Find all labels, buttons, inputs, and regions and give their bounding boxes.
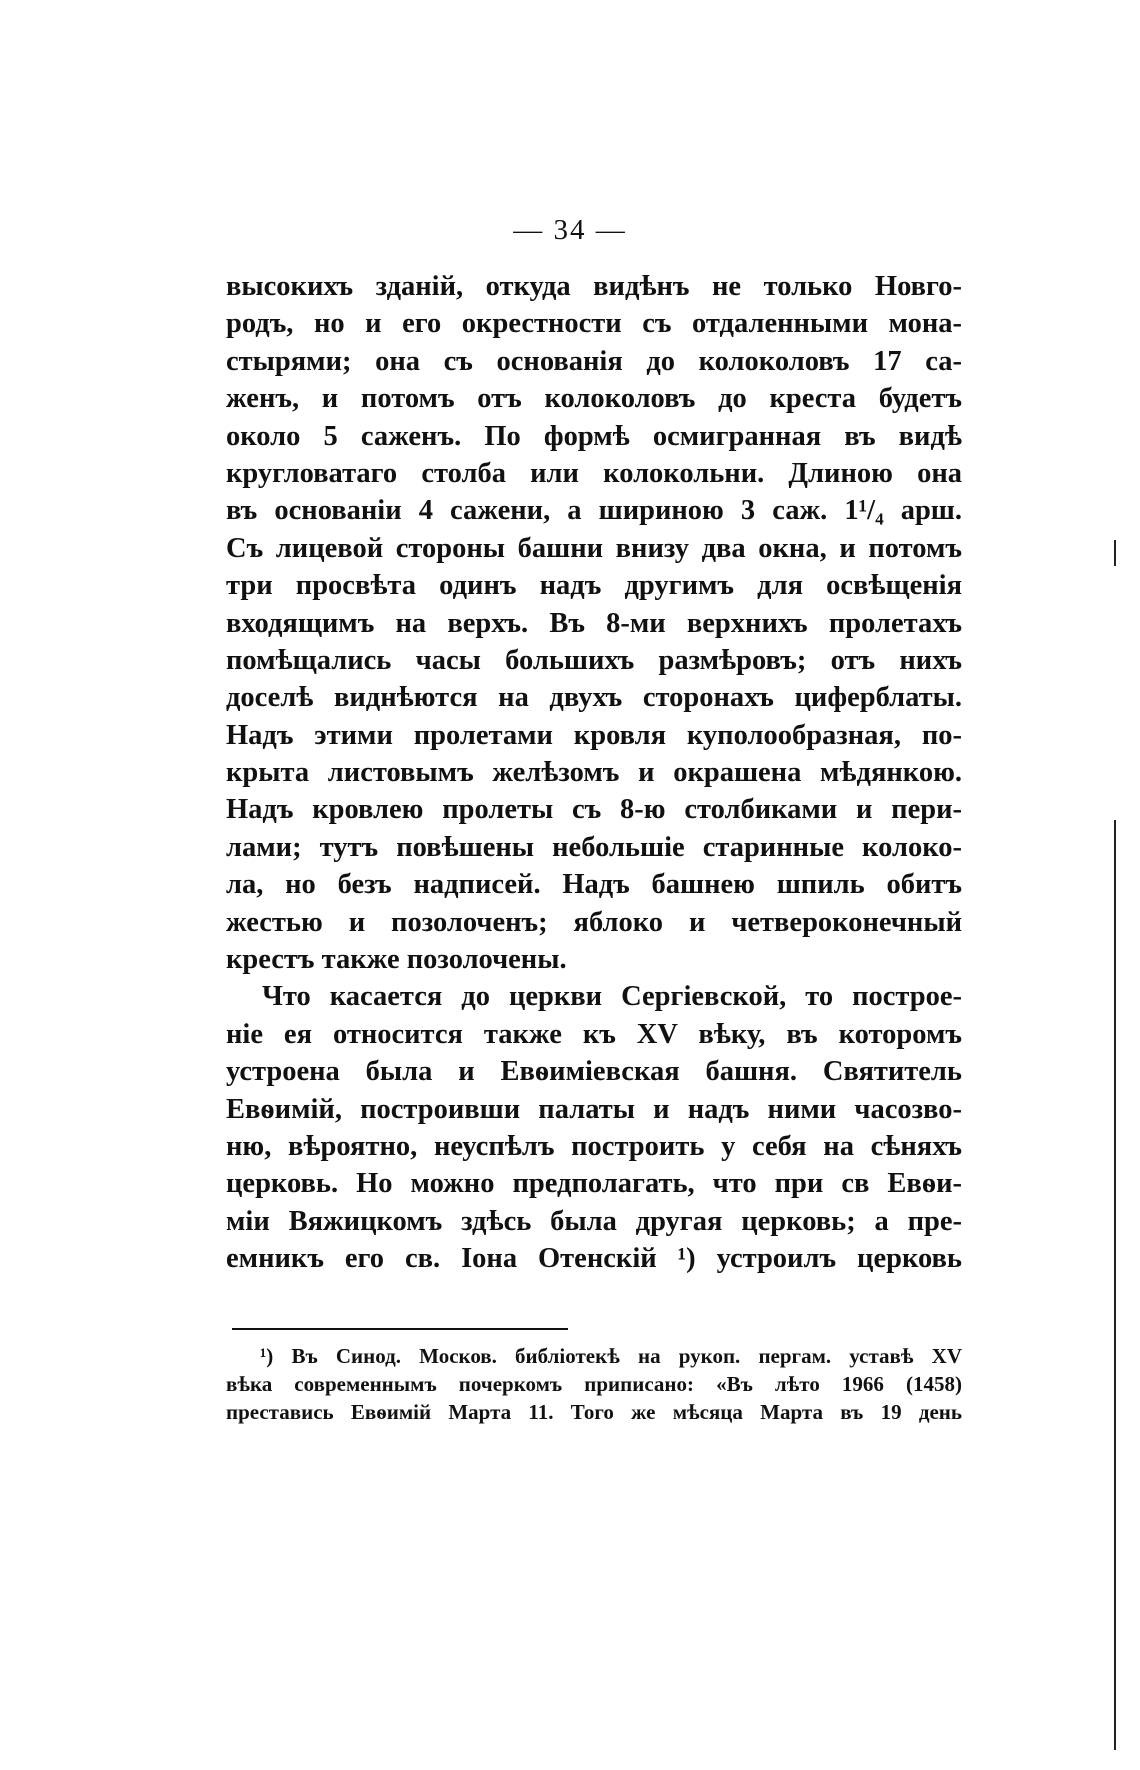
text-line: женъ, и потомъ отъ колоколовъ до креста будетъ [226,383,962,415]
text-line: родъ, но и его окрестности съ отдаленными мона- [226,308,962,340]
paragraph-end-line: крестъ также позолочены. [226,944,567,976]
text-line: ню, вѣроятно, неуспѣлъ построить у себя на сѣняхъ [226,1130,962,1162]
text-line: ла, но безъ надписей. Надъ башнею шпиль обитъ [226,869,962,901]
text-line: стырями; она съ основанія до колоколовъ 17 са- [226,345,962,377]
text-line: около 5 саженъ. По формѣ осмигранная въ видѣ [226,420,962,452]
text-line: Евѳимій, построивши палаты и надъ ними часозво- [226,1093,962,1125]
paragraph-start-line: Что касается до церкви Сергіевской, то построе- [262,981,962,1013]
page-edge-line [1114,820,1116,1750]
text-line: жестью и позолоченъ; яблоко и четвероконечный [226,906,962,938]
text-line: доселѣ виднѣются на двухъ сторонахъ циферблаты. [226,682,962,714]
text-line: крыта листовымъ желѣзомъ и окрашена мѣдянкою. [226,757,962,789]
margin-mark [1114,540,1116,566]
footnote-line: вѣка современнымъ почеркомъ приписано: «Въ лѣто 1966 (1458) [226,1372,962,1396]
text-line: ніе ея относится также къ XV вѣку, въ которомъ [226,1018,962,1050]
footnote-divider [232,1328,568,1330]
body-text [226,268,962,1278]
text-line: высокихъ зданій, откуда видѣнъ не только Новго- [226,271,962,302]
page-number: — 34 — [513,214,627,246]
text-line: міи Вяжицкомъ здѣсь была другая церковь; а пре- [226,1205,962,1237]
text-line: въ основаніи 4 сажени, а шириною 3 саж. 1¹/₄ арш. [226,495,962,527]
text-line: устроена была и Евѳиміевская башня. Святитель [226,1056,962,1088]
text-line: входящимъ на верхъ. Въ 8-ми верхнихъ пролетахъ [226,607,962,639]
text-line: Надъ кровлею пролеты съ 8-ю столбиками и пери- [226,794,962,826]
footnote-line: преставись Евѳимій Марта 11. Того же мѣсяца Марта въ 19 день [226,1400,962,1424]
text-line: лами; тутъ повѣшены небольшіе старинные колоко- [226,831,962,863]
text-line: церковь. Но можно предполагать, что при св Евѳи- [226,1168,962,1200]
footnote-line: ¹) Въ Синод. Москов. библіотекѣ на рукоп. пергам. уставѣ XV [260,1344,962,1368]
text-line: емникъ его св. Іона Отенскій ¹) устроилъ церковь [226,1243,962,1275]
text-line: три просвѣта одинъ надъ другимъ для освѣщенія [226,570,962,602]
footnote [226,1342,962,1426]
text-line: помѣщались часы большихъ размѣровъ; отъ нихъ [226,644,962,676]
text-line: Надъ этими пролетами кровля куполообразная, по- [226,719,962,751]
text-line: кругловатаго столба или колокольни. Длиною она [226,457,962,489]
text-line: Съ лицевой стороны башни внизу два окна, и потомъ [226,532,962,564]
